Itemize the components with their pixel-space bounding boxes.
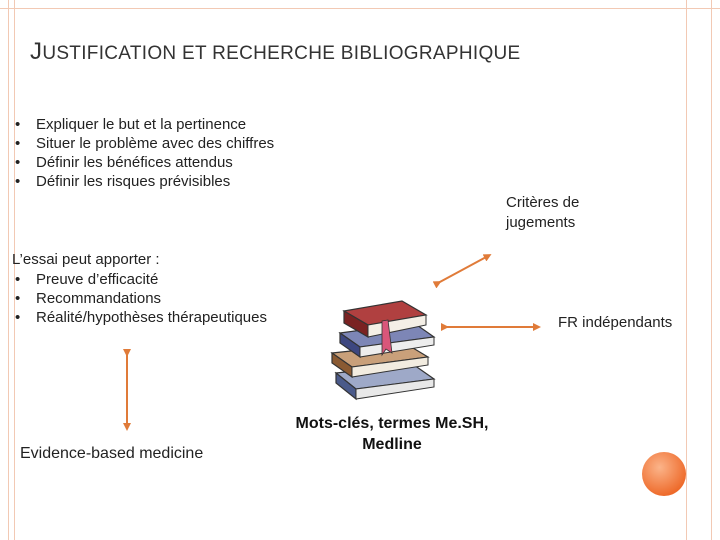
orange-orb xyxy=(640,450,688,498)
essai-heading: L’essai peut apporter : xyxy=(12,251,160,268)
stack-of-books-icon xyxy=(322,295,442,403)
title-rest: USTIFICATION ET RECHERCHE BIBLIOGRAPHIQUE xyxy=(42,43,521,64)
objective-item: • Définir les bénéfices attendus xyxy=(12,153,274,172)
arrow-to-criteres xyxy=(438,256,488,283)
mots-cles-label: Mots-clés, termes Me.SH, Medline xyxy=(295,415,489,453)
objective-item: • Expliquer le but et la pertinence xyxy=(12,115,274,134)
objective-item: • Situer le problème avec des chiffres xyxy=(12,134,274,153)
objective-item: • Définir les risques prévisibles xyxy=(12,172,274,191)
essai-item: • Recommandations xyxy=(12,289,267,308)
fr-label: FR indépendants xyxy=(558,314,673,331)
essai-item: • Réalité/hypothèses thérapeutiques xyxy=(12,308,267,327)
ebm-label: Evidence-based medicine xyxy=(20,445,204,462)
title-first-letter: J xyxy=(30,38,43,65)
criteres-label: Critères de jugements xyxy=(506,194,580,231)
essai-item: • Preuve d’efficacité xyxy=(12,270,267,289)
